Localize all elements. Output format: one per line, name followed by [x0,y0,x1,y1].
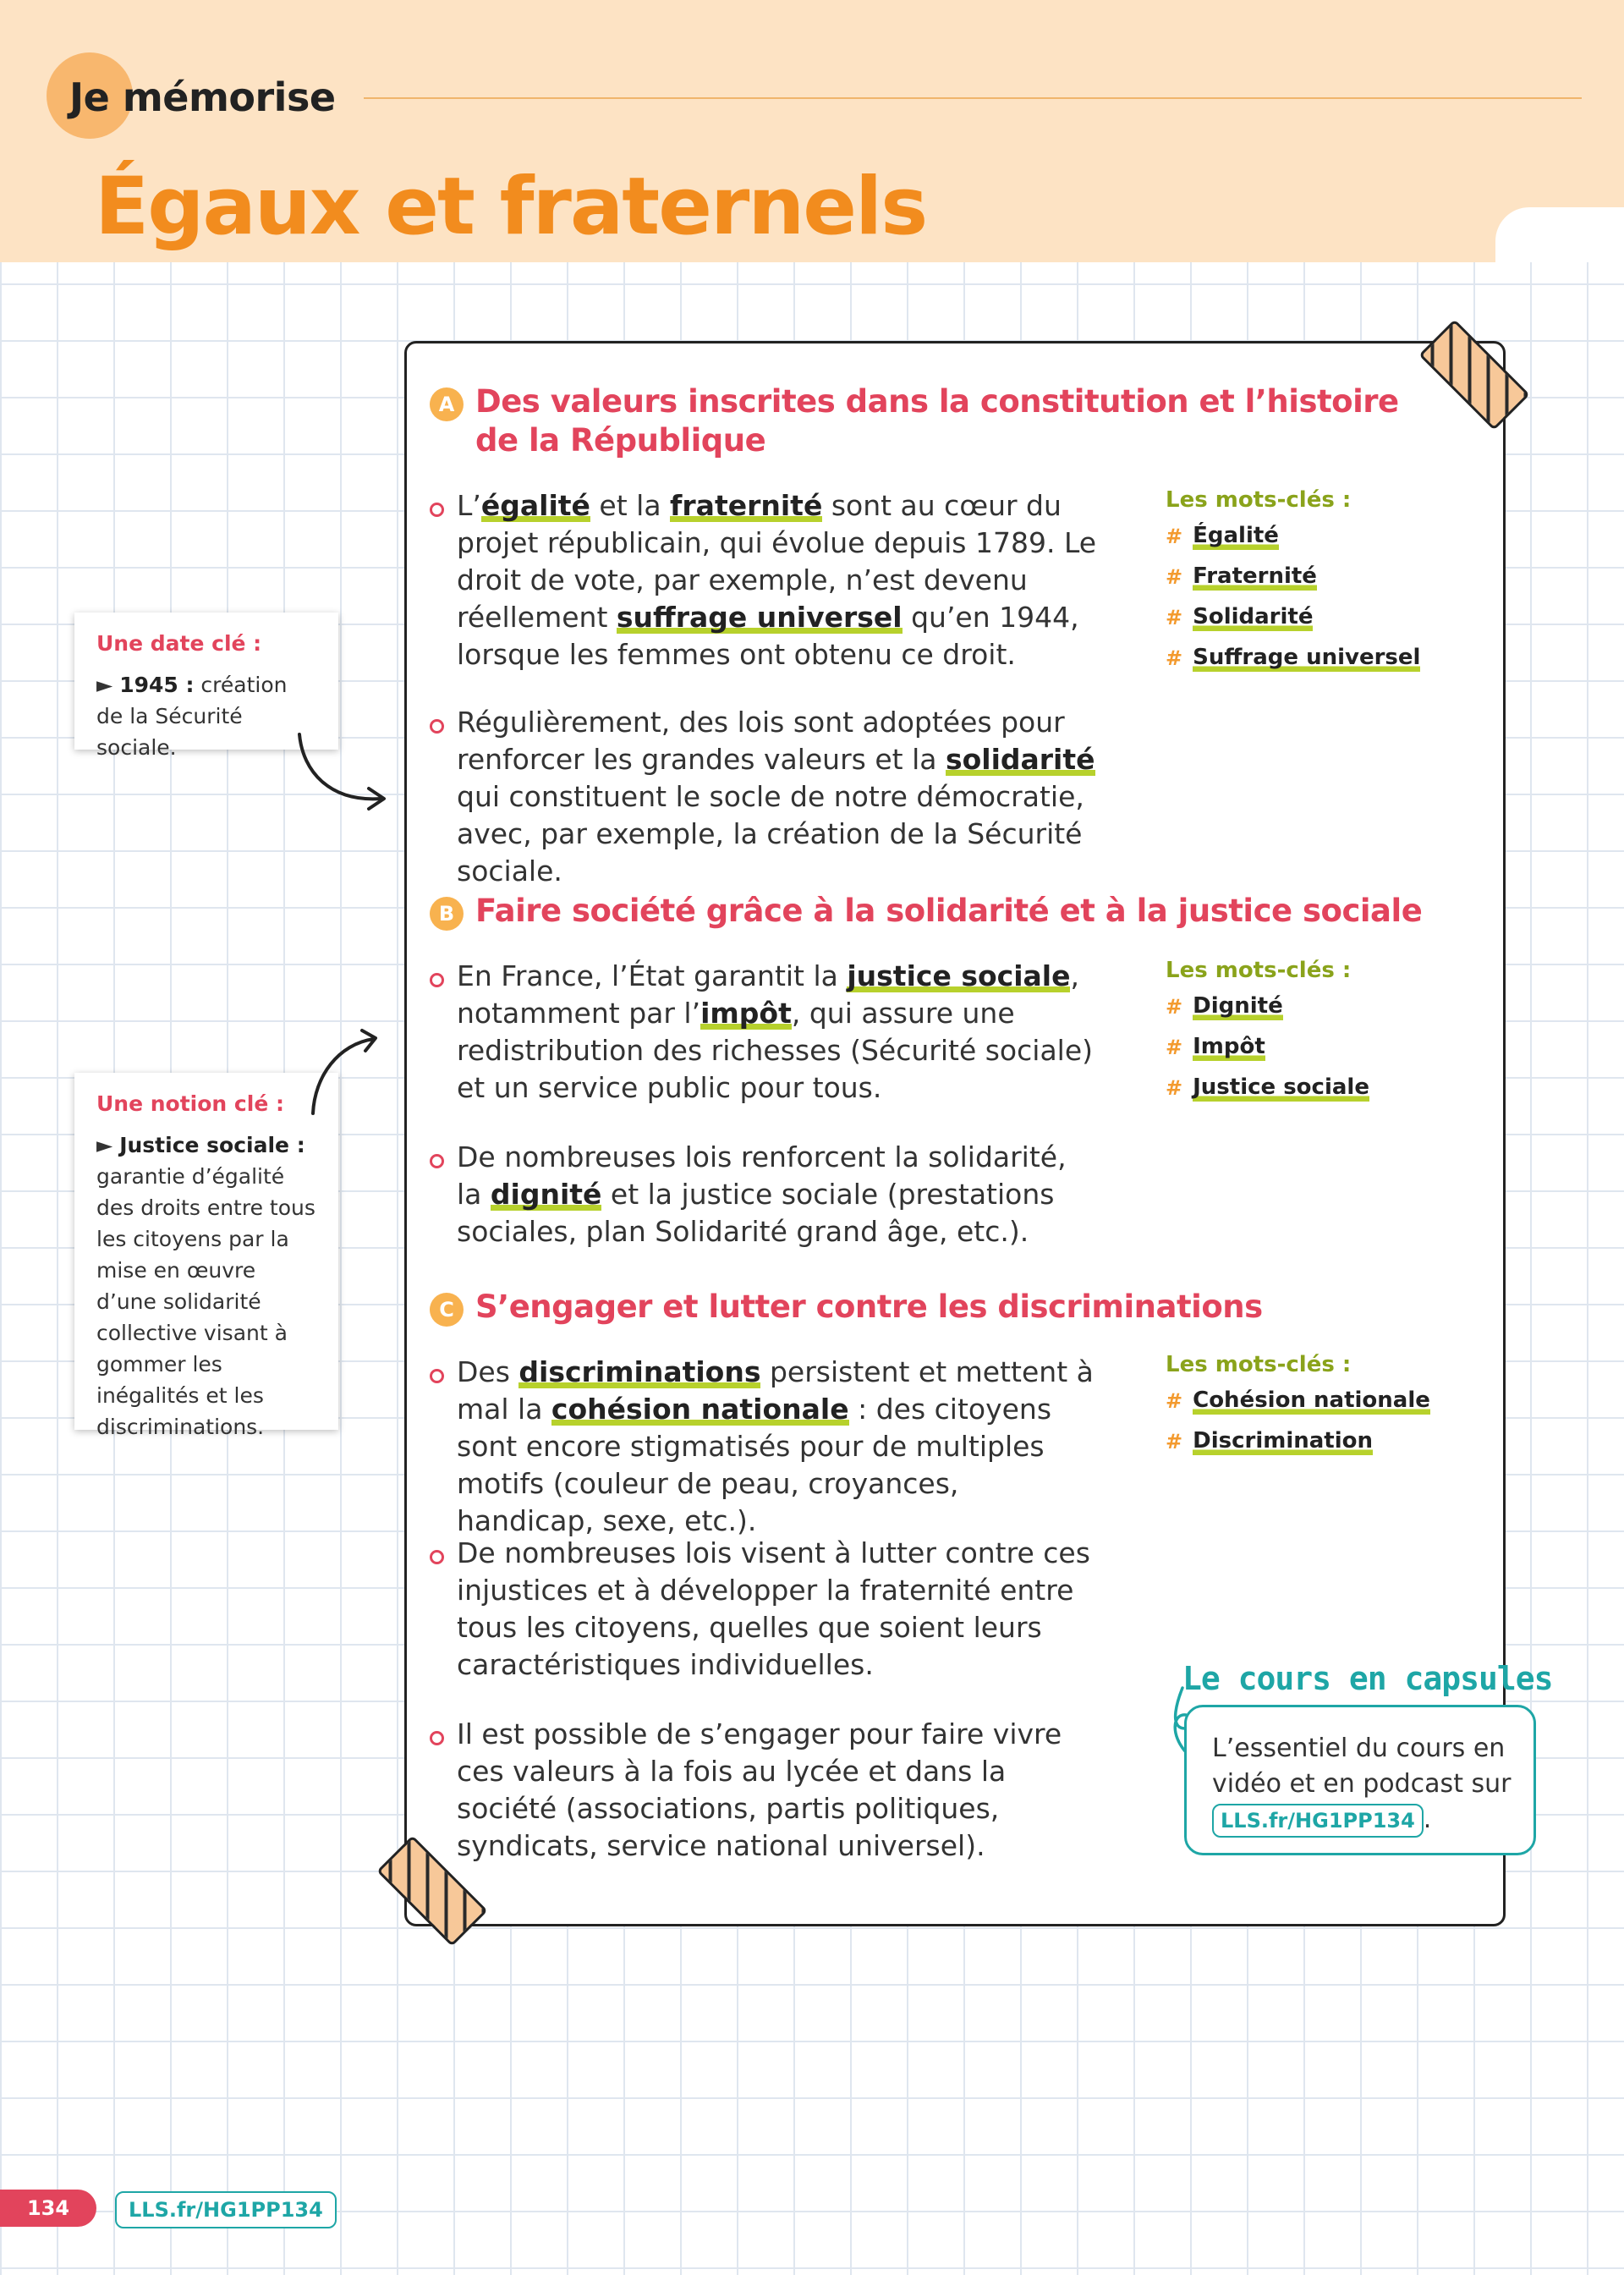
header-band-cutout [1495,207,1624,262]
keyword-item: # Dignité [1166,993,1283,1019]
bullet-icon [430,1550,444,1564]
section-b-badge: B [430,897,464,931]
date-note-title: Une date clé : [96,631,262,656]
bullet-icon [430,1731,444,1745]
triangle-bullet-icon: ► [96,1133,120,1157]
section-a-heading [430,382,1440,460]
notion-note [74,1073,338,1439]
keyword-item: # Égalité [1166,523,1279,548]
section-c-heading [430,1288,1440,1327]
hash-icon: # [1166,1389,1183,1413]
capsule-text: L’essentiel du cours en vidéo et en podcast sur [1212,1734,1512,1799]
capsule-title: Le cours en capsules [1182,1660,1553,1697]
capsule-box: L’essentiel du cours en vidéo et en podcast sur LLS.fr/HG1PP134 . [1184,1705,1536,1855]
section-b-paragraph-2: De nombreuses lois renforcent la solidarité, la dignité et la justice sociale (prestations sociales, plan Solidarité grand âge, etc.). [457,1140,1067,1248]
section-c-paragraph-2: De nombreuses lois visent à lutter contre ces injustices et à développer la fraternité entre tous les citoyens, quelles que soient leurs caractéristiques individuelles. [457,1536,1090,1681]
keyword-item: # Discrimination [1166,1428,1373,1453]
section-b-title: Faire société grâce à la solidarité et à la justice sociale [475,893,1423,929]
page-number: 134 [0,2190,96,2227]
notion-note-title: Une notion clé : [96,1091,284,1116]
notion-note-body: ► Justice sociale : garantie d’égalité des droits entre tous les citoyens par la mise en œuvre d’une solidarité collective visant à gommer les inégalités et les discriminations. [96,1133,315,1439]
hash-icon: # [1166,525,1183,548]
section-b-paragraph-1: En France, l’État garantit la justice sociale, notamment par l’impôt, qui assure une redistribution des richesses (Sécurité sociale) et un service public pour tous. [457,959,1094,1104]
bullet-icon [430,1154,444,1168]
page-title: Égaux et fraternels [95,161,927,253]
hash-icon: # [1166,646,1183,670]
keyword-item: # Cohésion nationale [1166,1388,1430,1413]
bullet-icon [430,973,444,987]
section-a-keywords [1166,487,1445,685]
keyword-impot: impôt [700,997,792,1030]
section-c-paragraph-3: Il est possible de s’engager pour faire vivre ces valeurs à la fois au lycée et dans la société (associations, partis politiques, syndicats, service national universel). [457,1717,1062,1862]
hash-icon: # [1166,565,1183,589]
arrow-to-section-a-icon [288,729,398,814]
capsule-link[interactable]: LLS.fr/HG1PP134 [1212,1804,1424,1838]
section-label: Je mémorise [69,74,336,120]
keywords-title: Les mots-clés : [1166,487,1352,513]
section-a-title: Des valeurs inscrites dans la constitution et l’histoire de la République [475,383,1399,459]
triangle-bullet-icon: ► [96,673,120,697]
section-c-badge: C [430,1293,464,1327]
section-c-paragraph-1: Des discriminations persistent et mettent à mal la cohésion nationale : des citoyens sont encore stigmatisés pour de multiples motifs (couleur de peau, croyances, handicap, sexe, etc.). [457,1355,1094,1537]
keyword-dignite: dignité [490,1178,602,1211]
section-b-keywords [1166,958,1445,1115]
keyword-discriminations: discriminations [518,1355,761,1388]
footer-link[interactable]: LLS.fr/HG1PP134 [115,2191,337,2228]
bullet-icon [430,719,444,734]
section-c-keywords [1166,1352,1445,1469]
keyword-justice-sociale: justice sociale [847,959,1071,992]
date-note-body: ► 1945 : création de la Sécurité sociale. [96,673,288,760]
keyword-item: # Justice sociale [1166,1074,1369,1100]
hash-icon: # [1166,1430,1183,1453]
keyword-item: # Fraternité [1166,563,1317,589]
section-a-paragraph-2: Régulièrement, des lois sont adoptées pour renforcer les grandes valeurs et la solidarité qui constituent le socle de notre démocratie, avec, par exemple, la création de la Sécurité sociale. [457,706,1095,887]
hash-icon: # [1166,1076,1183,1100]
keyword-item: # Suffrage universel [1166,645,1421,670]
bullet-icon [430,503,444,517]
keywords-title: Les mots-clés : [1166,958,1352,983]
section-a-paragraph-1: L’égalité et la fraternité sont au cœur du projet républicain, qui évolue depuis 1789. Le droit de vote, par exemple, n’est devenu réellement suffrage universel qu’en 1944, lorsque les femmes ont obtenu ce droit. [457,489,1097,671]
arrow-to-section-b-icon [304,1025,389,1118]
header-rule [364,97,1582,99]
keyword-egalite: égalité [480,489,590,522]
hash-icon: # [1166,1036,1183,1059]
keywords-title: Les mots-clés : [1166,1352,1352,1377]
section-b-heading [430,892,1440,931]
keyword-fraternite: fraternité [670,489,823,522]
keyword-cohesion-nationale: cohésion nationale [551,1393,849,1426]
section-a-badge: A [430,387,464,421]
bullet-icon [430,1369,444,1383]
hash-icon: # [1166,995,1183,1019]
hash-icon: # [1166,606,1183,629]
section-c-title: S’engager et lutter contre les discriminations [475,1289,1263,1325]
keyword-item: # Impôt [1166,1034,1265,1059]
keyword-solidarite: solidarité [945,743,1095,776]
keyword-suffrage-universel: suffrage universel [616,601,903,634]
keyword-item: # Solidarité [1166,604,1314,629]
